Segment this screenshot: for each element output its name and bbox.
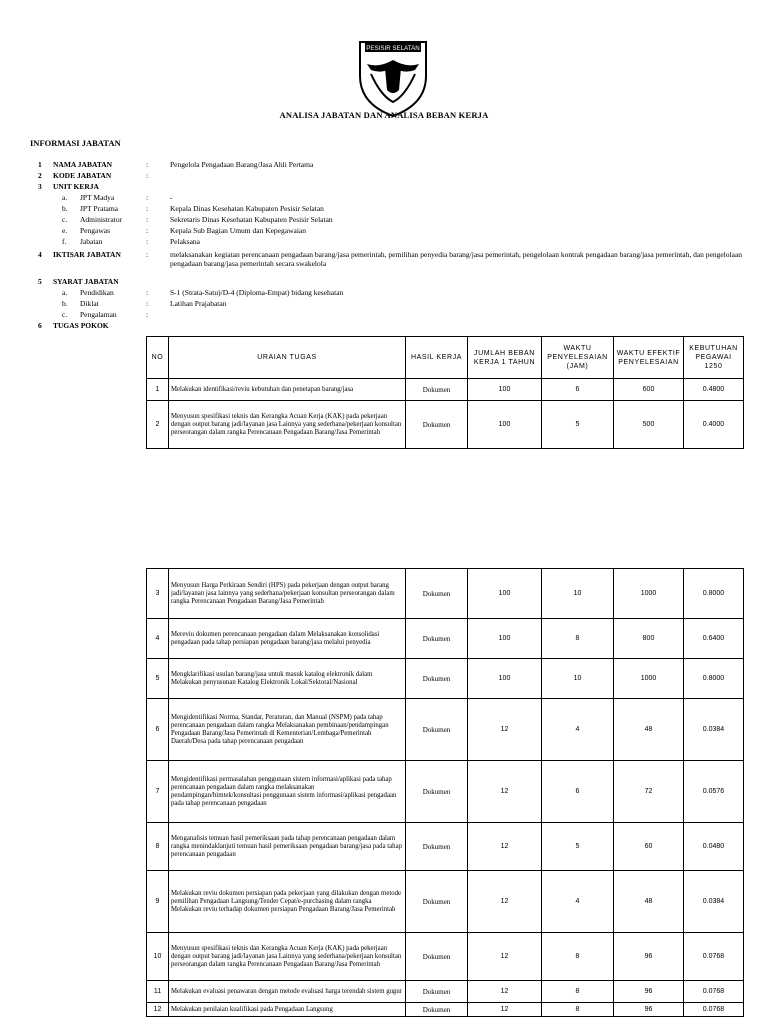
table-cell-hasil-kerja: Dokumen <box>406 823 468 871</box>
table-cell-no: 6 <box>147 699 169 761</box>
header-uraian-tugas: URAIAN TUGAS <box>169 337 406 379</box>
table-cell-efektif: 96 <box>614 1003 684 1017</box>
table-row <box>147 379 744 401</box>
table-cell-jumlah: 100 <box>468 569 542 619</box>
table-cell-hasil-kerja: Dokumen <box>406 569 468 619</box>
table-cell-jumlah: 100 <box>468 659 542 699</box>
header-kebutuhan-pegawai: KEBUTUHAN PEGAWAI 1250 <box>684 337 744 379</box>
table-cell-uraian: Menganalisis temuan hasil pemeriksaan pada tahap perencanaan pengadaan dalam rangka menindaklanjuti temuan hasil pemeriksaan pengadaan barang/jasa pada tahap perencanaan pengadaan <box>169 823 406 871</box>
table-cell-waktu: 5 <box>542 823 614 871</box>
table-cell-waktu: 8 <box>542 933 614 981</box>
tugas-pokok-table <box>146 336 744 449</box>
table-cell-kebutuhan: 0.0576 <box>684 761 744 823</box>
table-cell-waktu: 10 <box>542 569 614 619</box>
table-cell-waktu: 8 <box>542 619 614 659</box>
table-cell-jumlah: 12 <box>468 871 542 933</box>
table-cell-kebutuhan: 0.4000 <box>684 401 744 449</box>
header-hasil-kerja: HASIL KERJA <box>406 337 468 379</box>
table-cell-efektif: 1000 <box>614 659 684 699</box>
table-cell-hasil-kerja: Dokumen <box>406 699 468 761</box>
table-cell-hasil-kerja: Dokumen <box>406 933 468 981</box>
table-cell-uraian: Menyusun Harga Perkiraan Sendiri (HPS) pada pekerjaan dengan output barang jadi/layanan jasa lainnya yang sederhana/pekerjaan konsultan perseorangan dalam rangka Perencanaan Pengadaan Barang/Jasa Pemerintah <box>169 569 406 619</box>
table-row <box>147 981 744 1003</box>
table-cell-waktu: 10 <box>542 659 614 699</box>
header-waktu-penyelesaian: WAKTU PENYELESAIAN (JAM) <box>542 337 614 379</box>
table-cell-efektif: 600 <box>614 379 684 401</box>
table-cell-efektif: 48 <box>614 699 684 761</box>
table-cell-uraian: Menyusun spesifikasi teknis dan Kerangka Acuan Kerja (KAK) pada pekerjaan dengan output barang jadi/layanan jasa Lainnya yang sederhana/pekerjaan konsultan perseorangan dalam rangka Perencanaan Pengadaan Barang/Jasa Pemerintah <box>169 401 406 449</box>
table-cell-jumlah: 12 <box>468 981 542 1003</box>
table-cell-hasil-kerja: Dokumen <box>406 871 468 933</box>
table-cell-efektif: 800 <box>614 619 684 659</box>
table-cell-kebutuhan: 0.8000 <box>684 569 744 619</box>
table-cell-uraian: Mereviu dokumen perencanaan pengadaan dalam Melaksanakan konsolidasi pengadaan pada tahap persiapan pengadaan barang/jasa melalui penyedia <box>169 619 406 659</box>
table-cell-kebutuhan: 0.6400 <box>684 619 744 659</box>
table-cell-hasil-kerja: Dokumen <box>406 761 468 823</box>
table-cell-jumlah: 12 <box>468 761 542 823</box>
table-cell-jumlah: 12 <box>468 1003 542 1017</box>
logo-lettering: PESISIR SELATAN <box>366 45 420 52</box>
table-cell-jumlah: 12 <box>468 933 542 981</box>
table-cell-waktu: 6 <box>542 761 614 823</box>
table-cell-no: 3 <box>147 569 169 619</box>
table-cell-efektif: 96 <box>614 933 684 981</box>
table-cell-jumlah: 12 <box>468 823 542 871</box>
table-cell-waktu: 4 <box>542 699 614 761</box>
table-cell-kebutuhan: 0.4800 <box>684 379 744 401</box>
table-cell-efektif: 1000 <box>614 569 684 619</box>
table-cell-waktu: 6 <box>542 379 614 401</box>
table-cell-no: 12 <box>147 1003 169 1017</box>
table-cell-hasil-kerja: Dokumen <box>406 659 468 699</box>
shield-emblem-icon <box>357 38 429 118</box>
table-cell-hasil-kerja: Dokumen <box>406 619 468 659</box>
table-cell-uraian: Melakukan reviu dokumen persiapan pada pekerjaan yang dilakukan dengan metode pemilihan Pengadaan Langsung/Tender Cepat/e-purchasing dalam rangka Melakukan reviu terhadap dokumen persiapan Pengadaan Barang/Jasa Pemerintah <box>169 871 406 933</box>
table-cell-jumlah: 100 <box>468 401 542 449</box>
table-cell-hasil-kerja: Dokumen <box>406 981 468 1003</box>
table-cell-jumlah: 100 <box>468 379 542 401</box>
table-cell-no: 5 <box>147 659 169 699</box>
table-row <box>147 569 744 619</box>
header-jumlah-beban-kerja: JUMLAH BEBAN KERJA 1 TAHUN <box>468 337 542 379</box>
table-cell-waktu: 5 <box>542 401 614 449</box>
table-cell-kebutuhan: 0.0768 <box>684 1003 744 1017</box>
table-row <box>147 401 744 449</box>
table-cell-no: 10 <box>147 933 169 981</box>
header-no: NO <box>147 337 169 379</box>
table-cell-efektif: 500 <box>614 401 684 449</box>
table-row <box>147 619 744 659</box>
header-waktu-efektif: WAKTU EFEKTIF PENYELESAIAN <box>614 337 684 379</box>
table-cell-uraian: Menyusun spesifikasi teknis dan Kerangka Acuan Kerja (KAK) pada pekerjaan dengan output barang jadi/layanan jasa Lainnya yang sederhana/pekerjaan konsultan perseorangan dalam rangka Perencanaan Pengadaan Barang/Jasa Pemerintah <box>169 933 406 981</box>
table-cell-no: 11 <box>147 981 169 1003</box>
table-cell-uraian: Mengidentifikasi permasalahan penggunaan sistem informasi/aplikasi pada tahap perencanaan pengadaan dalam rangka melaksanakan pendampingan/bimtek/konsultasi penggunaan sistem informasi/aplikasi pengadaan pada tahap perencanaan pengadaan <box>169 761 406 823</box>
section-title: INFORMASI JABATAN <box>30 138 121 148</box>
table-row <box>147 871 744 933</box>
table-cell-uraian: Melakukan penilaian kualifikasi pada Pengadaan Langsung <box>169 1003 406 1017</box>
table-header-row <box>147 337 744 379</box>
table-cell-no: 7 <box>147 761 169 823</box>
table-cell-uraian: Melakukan identifikasi/reviu kebutuhan dan penetapan barang/jasa <box>169 379 406 401</box>
table-cell-efektif: 48 <box>614 871 684 933</box>
table-cell-kebutuhan: 0.0384 <box>684 699 744 761</box>
document-title: ANALISA JABATAN DAN ANALISA BEBAN KERJA <box>279 110 489 120</box>
table-row <box>147 699 744 761</box>
table-row <box>147 823 744 871</box>
table-row <box>147 761 744 823</box>
table-cell-hasil-kerja: Dokumen <box>406 1003 468 1017</box>
table-cell-uraian: Mengklarifikasi usulan barang/jasa untuk masuk katalog elektronik dalam Melakukan penyusunan Katalog Elektronik Lokal/Sektoral/Nasional <box>169 659 406 699</box>
table-cell-waktu: 4 <box>542 871 614 933</box>
table-cell-efektif: 60 <box>614 823 684 871</box>
tugas-pokok-table-continued <box>146 568 744 1017</box>
table-row <box>147 933 744 981</box>
table-cell-no: 9 <box>147 871 169 933</box>
table-row <box>147 1003 744 1017</box>
table-cell-kebutuhan: 0.0768 <box>684 981 744 1003</box>
table-row <box>147 659 744 699</box>
table-cell-kebutuhan: 0.0480 <box>684 823 744 871</box>
pesisir-selatan-logo <box>357 38 429 118</box>
table-cell-kebutuhan: 0.8000 <box>684 659 744 699</box>
table-cell-jumlah: 12 <box>468 699 542 761</box>
table-cell-jumlah: 100 <box>468 619 542 659</box>
table-cell-hasil-kerja: Dokumen <box>406 379 468 401</box>
table-cell-kebutuhan: 0.0384 <box>684 871 744 933</box>
table-cell-efektif: 72 <box>614 761 684 823</box>
table-cell-waktu: 8 <box>542 1003 614 1017</box>
table-cell-no: 1 <box>147 379 169 401</box>
table-cell-no: 4 <box>147 619 169 659</box>
table-cell-hasil-kerja: Dokumen <box>406 401 468 449</box>
table-cell-no: 2 <box>147 401 169 449</box>
table-cell-uraian: Mengidentifikasi Norma, Standar, Peraturan, dan Manual (NSPM) pada tahap perencanaan pengadaan dalam rangka Melaksanakan pembinaan/pendampingan Pengadaan Barang/Jasa Pemerintah di Kementerian/Lembaga/Pemerintah Daerah/Desa pada tahap perencanaan pengadaan <box>169 699 406 761</box>
table-cell-efektif: 96 <box>614 981 684 1003</box>
table-cell-kebutuhan: 0.0768 <box>684 933 744 981</box>
table-cell-no: 8 <box>147 823 169 871</box>
table-cell-uraian: Melakukan evaluasi penawaran dengan metode evaluasi harga terendah sistem gugur <box>169 981 406 1003</box>
table-cell-waktu: 8 <box>542 981 614 1003</box>
